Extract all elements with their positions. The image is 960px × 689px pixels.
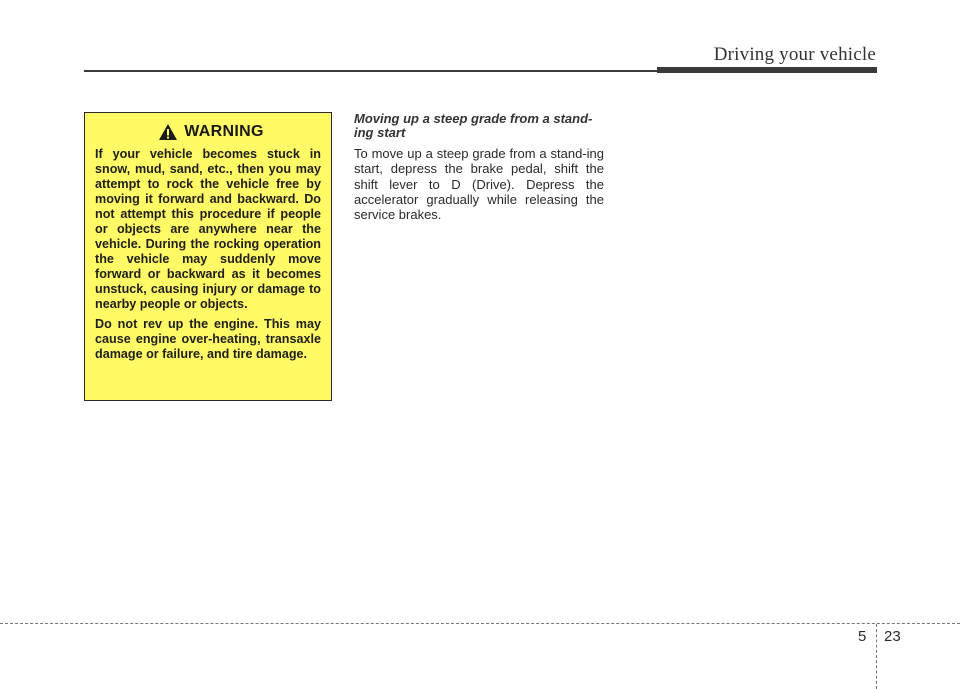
warning-label: WARNING: [184, 123, 264, 140]
subsection-heading: Moving up a steep grade from a stand-ing start: [354, 111, 593, 140]
section-title: Driving your vehicle: [713, 44, 876, 65]
header-rule: [84, 70, 660, 72]
warning-paragraph: Do not rev up the engine. This may cause engine over-heating, transaxle damage or failure, and tire damage.: [95, 317, 321, 361]
chapter-number: 5: [858, 628, 867, 645]
warning-paragraph: If your vehicle becomes stuck in snow, mud, sand, etc., then you may attempt to rock the vehicle free by moving it forward and backward. Do not attempt this procedure if people or objects are anywhere near the vehicle. During the rocking operation the vehicle may suddenly move forward or backward as it becomes unstuck, causing injury or damage to nearby people or objects.: [95, 147, 321, 311]
warning-heading: [101, 123, 321, 141]
body-paragraph: To move up a steep grade from a stand-ing start, depress the brake pedal, shift the shift lever to D (Drive). Depress the accelerator gradually while releasing the service brakes.: [354, 146, 604, 223]
warning-box: [84, 112, 332, 401]
page-number: 23: [884, 628, 901, 645]
footer-rule: [0, 623, 960, 624]
header-rule-accent: [657, 67, 877, 73]
footer-divider: [876, 624, 877, 689]
warning-triangle-icon: [158, 123, 178, 141]
